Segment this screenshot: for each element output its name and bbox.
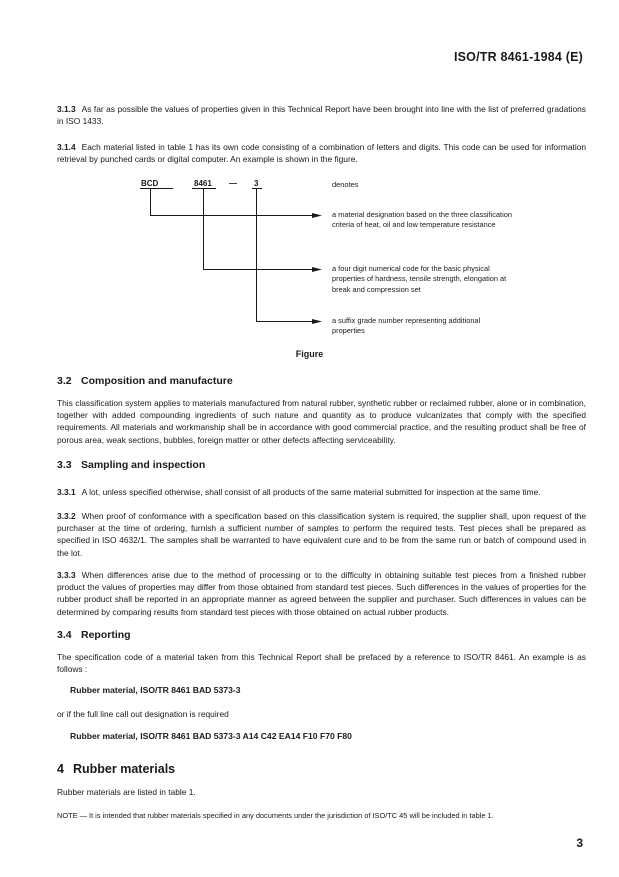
code-dash: —	[229, 179, 237, 188]
example-code-full: Rubber material, ISO/TR 8461 BAD 5373-3 A14 C42 EA14 F10 F70 F80	[70, 731, 352, 741]
clause-number: 3.3.1	[57, 487, 76, 497]
clause-text: A lot, unless specified otherwise, shall consist of all products of the same material submitted for inspection at the same time.	[81, 487, 541, 497]
example-connector-text: or if the full line call out designation is required	[57, 709, 229, 719]
code-suffix: 3	[254, 179, 259, 188]
clause-number: 3.1.4	[57, 142, 76, 152]
section-number: 3.3	[57, 459, 72, 471]
section-number: 3.4	[57, 629, 72, 641]
clause-number: 3.3.2	[57, 511, 76, 521]
figure-denotes: denotes	[332, 180, 359, 189]
code-letters: BCD	[141, 179, 159, 188]
section-3-4-body: The specification code of a material taken from this Technical Report shall be prefaced by a reference to ISO/TR 8461. An example is as follows :	[57, 652, 586, 675]
clause-3-3-1	[57, 486, 586, 498]
figure-desc-material-designation: a material designation based on the three classification criteria of heat, oil and low temperature resistance	[332, 210, 512, 230]
section-title: Rubber materials	[73, 762, 176, 776]
section-title: Reporting	[81, 629, 131, 641]
page-number: 3	[576, 836, 583, 850]
example-code-short: Rubber material, ISO/TR 8461 BAD 5373-3	[70, 685, 241, 695]
section-heading-3-4	[57, 629, 131, 641]
figure-desc-suffix-grade: a suffix grade number representing additional properties	[332, 316, 481, 336]
clause-text: Each material listed in table 1 has its own code consisting of a combination of letters and digits. This code can be used for information retrieval by punched cards or digital computer. An example is shown in the figure.	[57, 142, 586, 165]
clause-text: When differences arise due to the method of processing or to the difficulty in obtaining suitable test pieces from a finished rubber product the values of properties may differ from those obtained from standard test pieces. Such differences in the values of properties for the rubber product shall be reported in an appropriate manner as agreed between the supplier and purchaser. Such differences in values can be determined by comparing results from standard test pieces with those obtained on actual rubber products.	[57, 570, 586, 617]
clause-3-3-2	[57, 510, 586, 559]
section-heading-4	[57, 762, 175, 776]
section-heading-3-2	[57, 375, 233, 387]
figure-caption: Figure	[295, 349, 324, 359]
section-title: Sampling and inspection	[81, 459, 206, 471]
section-4-note: NOTE — It is intended that rubber materials specified in any documents under the jurisdiction of ISO/TC 45 will be included in table 1.	[57, 811, 494, 820]
document-header: ISO/TR 8461-1984 (E)	[453, 50, 583, 64]
section-title: Composition and manufacture	[81, 375, 233, 387]
section-number: 3.2	[57, 375, 72, 387]
section-heading-3-3	[57, 459, 205, 471]
clause-number: 3.1.3	[57, 104, 76, 114]
code-number: 8461	[194, 179, 212, 188]
clause-3-3-3	[57, 569, 586, 618]
figure-desc-numerical-code: a four digit numerical code for the basic physical properties of hardness, tensile strength, elongation at break and compression set	[332, 264, 507, 294]
section-4-body: Rubber materials are listed in table 1.	[57, 787, 196, 797]
section-3-2-body: This classification system applies to materials manufactured from natural rubber, synthetic rubber or reclaimed rubber, alone or in combination, together with added compounding ingredients of such nature and quantity as to produce vulcanizates that comply with the specified requirements. All materials and workmanship shall be in accordance with good commercial practice, and the resulting product shall be free of porous area, weak sections, bubbles, foreign matter or other defects affecting serviceability.	[57, 398, 586, 445]
section-number: 4	[57, 762, 64, 776]
clause-text: As far as possible the values of properties given in this Technical Report have been brought into line with the list of preferred gradations in ISO 1433.	[57, 104, 586, 127]
clause-text: When proof of conformance with a specification based on this classification system is required, the supplier shall, upon request of the purchaser at the time of ordering, furnish a sufficient number of samples to perform the required tests. Test pieces shall be prepared as specified in ISO 4632/1. The samples shall be warranted to have equivalent cure and to be from the same run or batch of compound used in the lot.	[57, 511, 586, 558]
clause-number: 3.3.3	[57, 570, 76, 580]
